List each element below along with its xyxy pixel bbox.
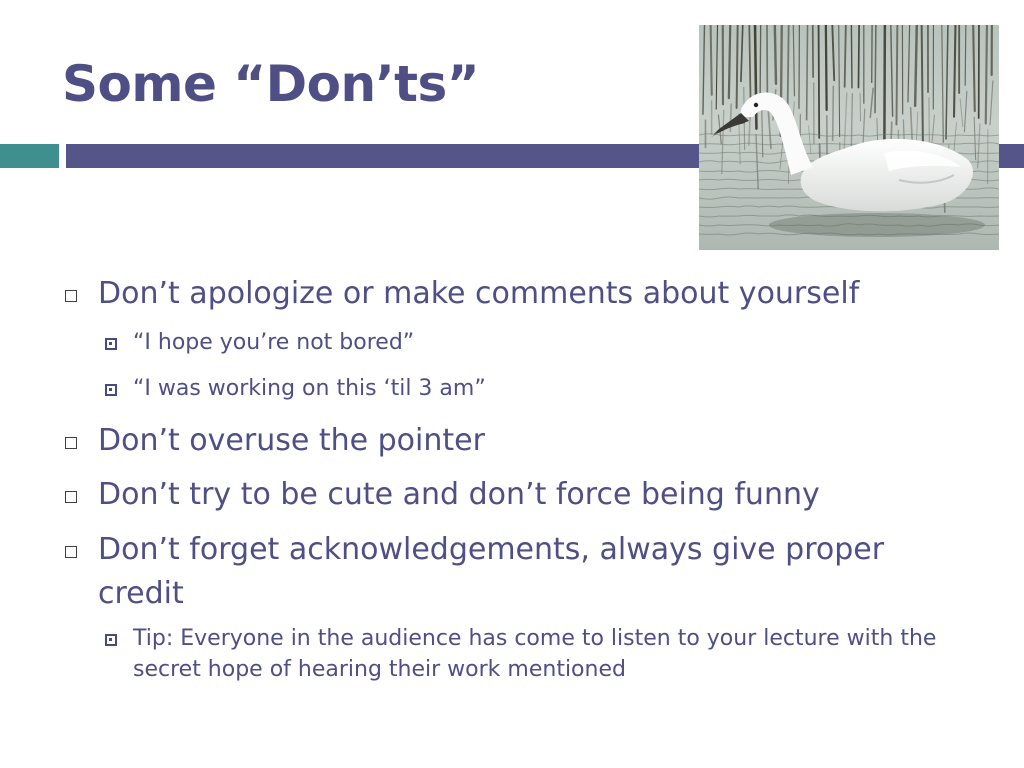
list-item: “I was working on this ‘til 3 am” (133, 376, 486, 401)
filled-square-bullet-icon (105, 338, 117, 350)
list-item: Tip: Everyone in the audience has come to listen to your lecture with the secret hope of hearing their work mentioned (133, 626, 937, 682)
list-item: Don’t forget acknowledgements, always give proper credit (98, 532, 885, 611)
list-item: Don’t apologize or make comments about yourself (98, 276, 860, 311)
hollow-square-bullet-icon (65, 437, 77, 449)
filled-square-bullet-icon (105, 384, 117, 396)
list-item: Don’t try to be cute and don’t force being funny (98, 477, 820, 512)
hollow-square-bullet-icon (65, 491, 77, 503)
hollow-square-bullet-icon (65, 290, 77, 302)
list-item: “I hope you’re not bored” (133, 330, 415, 355)
filled-square-bullet-icon (105, 634, 117, 646)
list-item: Don’t overuse the pointer (98, 423, 485, 458)
hollow-square-bullet-icon (65, 546, 77, 558)
slide-title: Some “Don’ts” (62, 55, 480, 113)
